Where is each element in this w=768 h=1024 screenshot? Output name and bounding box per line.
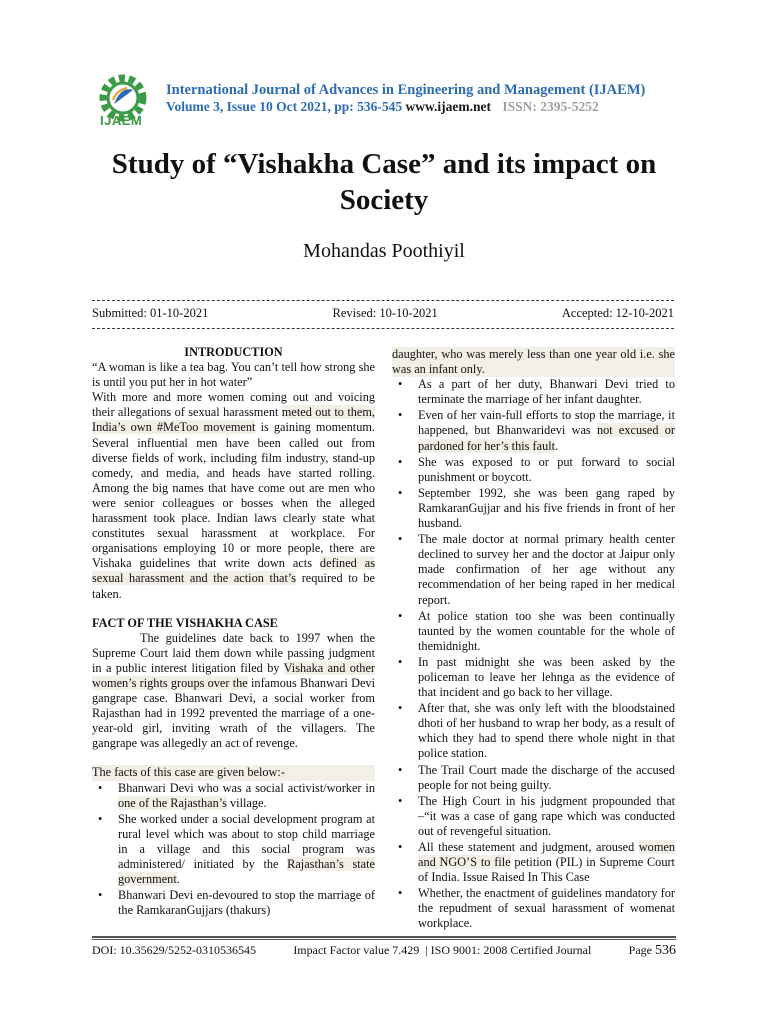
impact-factor: Impact Factor value 7.429 | ISO 9001: 2008 Certified Journal (293, 943, 592, 957)
footer-rule (92, 936, 676, 938)
list-item: • After that, she was only left with the bloodstained dhoti of her husband to wrap her body, as a result of which they had to spend there whole night in that police station. (392, 701, 675, 761)
divider-top (92, 300, 674, 301)
continued-text: daughter, who was merely less than one year old i.e. she was an infant only. (392, 347, 675, 377)
left-column (92, 345, 375, 919)
list-item: • She worked under a social development program at rural level which was about to stop child marriage in a village and this social program was administered/ initiated by the Rajasthan’s state government. (92, 812, 375, 887)
page-number: Page 536 (628, 943, 676, 958)
author-name: Mohandas Poothiyil (303, 240, 465, 262)
volume-info: Volume 3, Issue 10 Oct 2021, pp: 536-545 (166, 99, 403, 114)
list-item: • In past midnight she was been asked by the policeman to leave her lehnga as the evidence of that incident and go back to her village. (392, 655, 675, 700)
facts-list-left (92, 781, 375, 919)
section-heading-introduction: INTRODUCTION (184, 345, 283, 359)
list-item: • The Trail Court made the discharge of the accused people for not being guilty. (392, 763, 675, 793)
date-line (92, 306, 674, 321)
page-footer (92, 943, 676, 959)
list-item: • Bhanwari Devi en-devoured to stop the marriage of the RamkaranGujjars (thakurs) (92, 888, 375, 918)
submitted-date: Submitted: 01-10-2021 (92, 306, 209, 320)
journal-name: International Journal of Advances in Engineering and Management (IJAEM) (166, 82, 646, 98)
facts-intro: The facts of this case are given below:- (92, 765, 375, 780)
divider-bottom (92, 328, 674, 329)
list-item: • The High Court in his judgment propounded that –“it was a case of gang rape which was conducted out of revengeful situation. (392, 794, 675, 839)
list-item: • As a part of her duty, Bhanwari Devi tried to terminate the marriage of her infant daughter. (392, 377, 675, 407)
list-item: • The male doctor at normal primary health center declined to survey her and the doctor at Jaipur only made confirmation of her age without any recommendation of her being raped in her medical report. (392, 532, 675, 607)
facts-list-right (392, 377, 675, 931)
logo-text: IJAEM (100, 113, 143, 128)
issn: ISSN: 2395-5252 (502, 99, 599, 114)
list-item: • September 1992, she was been gang raped by RamkaranGujjar and his five friends in front of her husband. (392, 486, 675, 531)
footer-rule-thin (92, 939, 676, 940)
journal-meta (166, 99, 599, 115)
accepted-date: Accepted: 12-10-2021 (561, 306, 674, 320)
intro-paragraph: With more and more women coming out and voicing their allegations of sexual harassment meted out to them, India’s own #MeToo movement is gaining momentum. Several influential men have been called out from diverse fields of work, including film industry, stand-up comedy, and media, and heads have started rolling. Among the big names that have come out are men who were senior colleagues or bosses when the alleged harassment took place. Indian laws clearly state what constitutes sexual harassment at workplace. For organisations employing 10 or more people, there are Vishaka guidelines that write down acts defined as sexual harassment and the action that’s required to be taken. (92, 390, 375, 601)
list-item: • At police station too she was been continually taunted by the women countable for the whole of themidnight. (392, 609, 675, 654)
list-item: • She was exposed to or put forward to social punishment or boycott. (392, 455, 675, 485)
paper-title: Study of “Vishakha Case” and its impact on Society (111, 148, 657, 216)
doi: DOI: 10.35629/5252-0310536545 (92, 943, 256, 957)
section-heading-fact: FACT OF THE VISHAKHA CASE (92, 615, 278, 630)
right-column (392, 347, 675, 933)
fact-paragraph: The guidelines date back to 1997 when the Supreme Court laid them down while passing judgment in a public interest litigation filed by Vishaka and other women’s rights groups over the infamous Bhanwari Devi gangrape case. Bhanwari Devi, a social worker from Rajasthan had in 1992 prevented the marriage of a one-year-old girl, inviting wrath of the villagers. The gangrape was allegedly an act of revenge. (92, 630, 376, 751)
list-item: • Even of her vain-full efforts to stop the marriage, it happened, but Bhanwaridevi was not excused or pardoned for her’s this fault. (392, 408, 675, 453)
list-item: • Bhanwari Devi who was a social activist/worker in one of the Rajasthan’s village. (92, 781, 375, 811)
list-item: • All these statement and judgment, aroused women and NGO’S to file petition (PIL) in Supreme Court of India. Issue Raised In This Case (392, 840, 675, 885)
journal-url-link[interactable]: www.ijaem.net (405, 99, 491, 114)
revised-date: Revised: 10-10-2021 (332, 306, 438, 320)
epigraph-quote: “A woman is like a tea bag. You can’t tell how strong she is until you put her in hot water” (92, 360, 375, 390)
list-item: • Whether, the enactment of guidelines mandatory for the repudment of sexual harassment of womenat workplace. (392, 886, 675, 931)
